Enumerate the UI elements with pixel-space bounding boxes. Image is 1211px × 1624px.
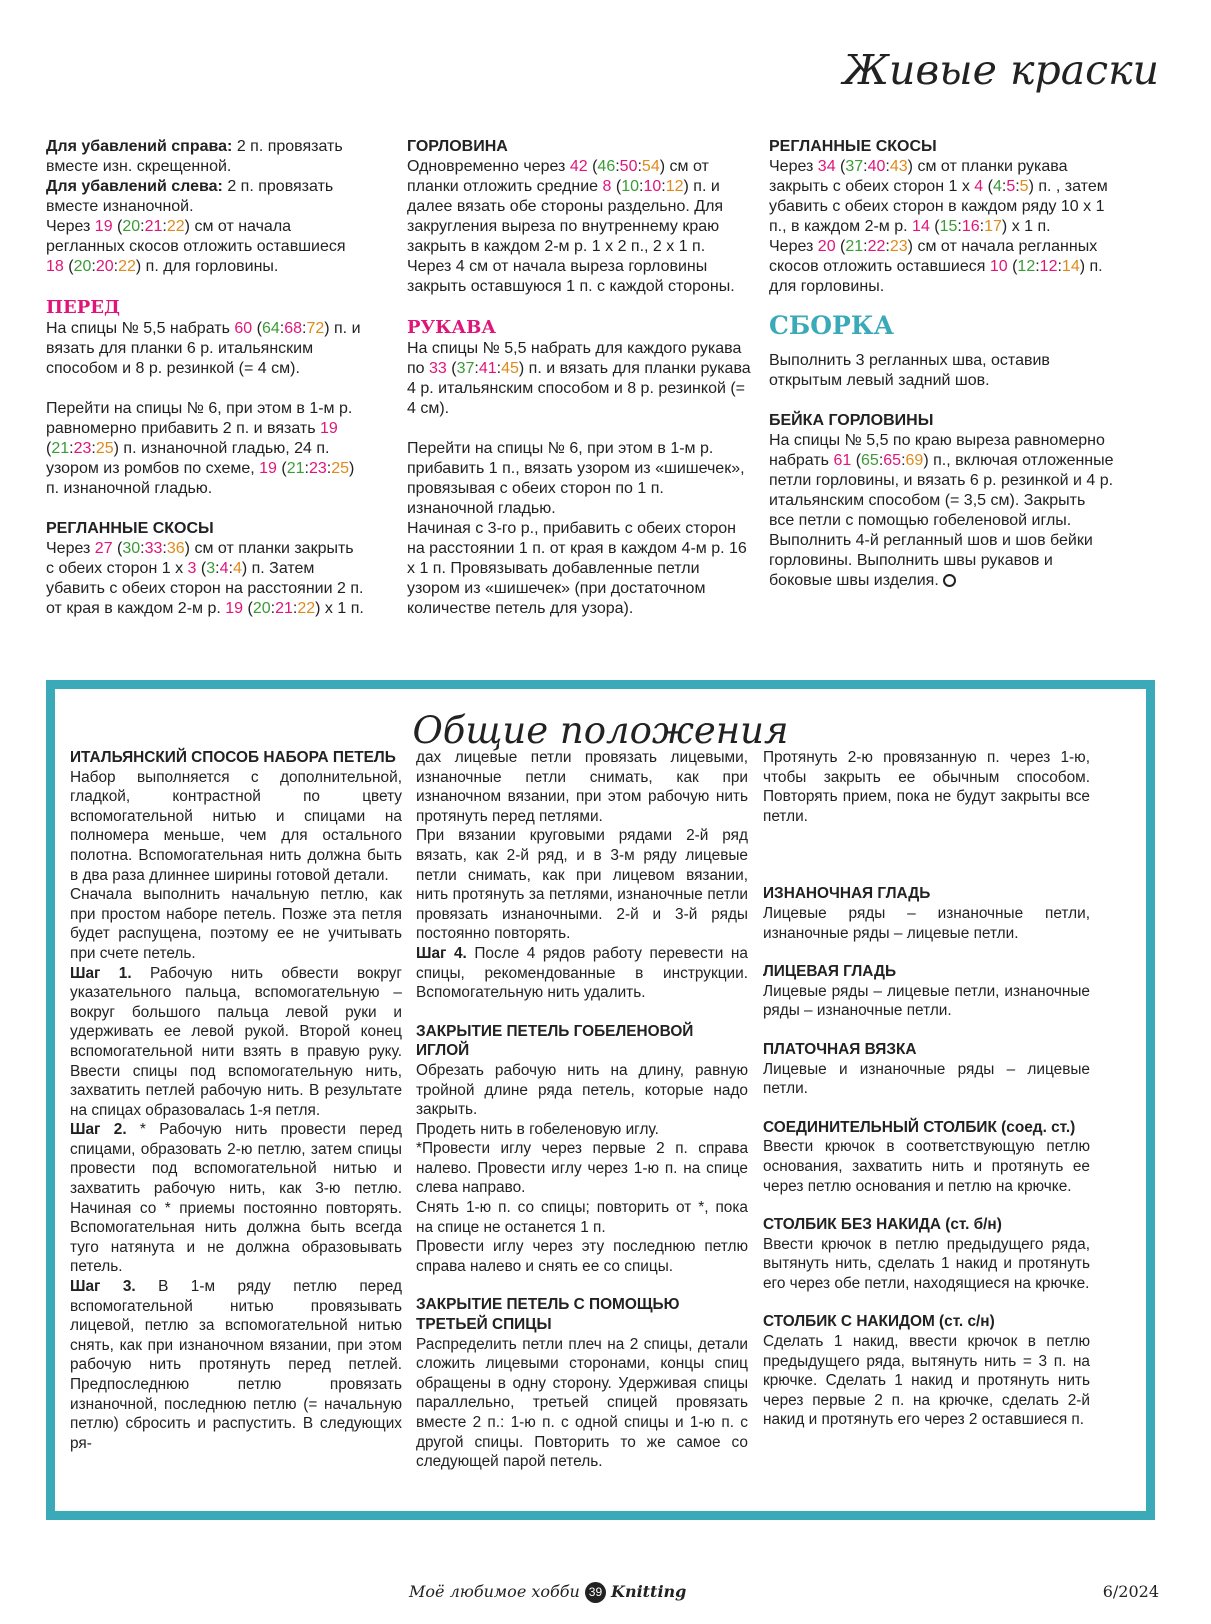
footer-magazine (409, 1582, 686, 1603)
paragraph: Лицевые и изнаночные ряды – лицевые петли. (763, 1060, 1090, 1098)
general-provisions-box (46, 680, 1155, 1520)
general-column-3 (763, 748, 1090, 1430)
brand-name: Knitting (611, 1582, 687, 1601)
paragraph: Обрезать рабочую нить на длину, равную тройной длине ряда петель, которые надо закрыть. (416, 1061, 748, 1119)
paragraph: Одновременно через 42 (46:50:54) см от планки отложить средние 8 (10:10:12) п. и далее вязать обе стороны раздельно. Для закругления выреза по внутреннему краю закрыть в каждом 2-м р. 1 х 2 п., 2 х 1 п. Через 4 см от начала выреза горловины закрыть оставшуюся 1 п. с каждой стороны. (407, 158, 735, 295)
paragraph: Для убавлений справа: 2 п. провязать вместе изн. скрещенной. (46, 138, 343, 175)
page-title: Живые краски (842, 46, 1159, 94)
heading-three-needle-bind-off: ЗАКРЫТИЕ ПЕТЕЛЬ С ПОМОЩЬЮ ТРЕТЬЕЙ СПИЦЫ (416, 1296, 680, 1334)
paragraph: Через 27 (30:33:36) см от планки закрыть с обеих сторон 1 х 3 (3:4:4) п. Затем убавить с обеих сторон на расстоянии 2 п. от края в каждом 2-м р. 19 (20:21:22) х 1 п. (46, 540, 364, 617)
paragraph: Шаг 3. В 1-м ряду петлю перед вспомогательной нитью провязывать лицевой, петлю за вспомогательной нитью снять, как при изнаночном вязании, при этом рабочую нить протянуть перед петлей. Предпоследнюю петлю провязать изнаночной, последнюю петлю (= начальную петлю) сбросить и распустить. В следующих ря- (70, 1278, 402, 1452)
heading-single-crochet: СТОЛБИК БЕЗ НАКИДА (ст. б/н) (763, 1216, 1002, 1234)
paragraph: Снять 1-ю п. со спицы; повторить от *, пока на спице не останется 1 п. (416, 1199, 748, 1236)
column-2 (407, 137, 752, 619)
paragraph: На спицы № 5,5 набрать 60 (64:68:72) п. и вязать для планки 6 р. итальянским способом и 8 р. резинкой (= 4 см). (46, 320, 361, 377)
heading-garter-stitch: ПЛАТОЧНАЯ ВЯЗКА (763, 1040, 917, 1058)
page-number: 39 (585, 1582, 606, 1603)
paragraph: Лицевые ряды – изнаночные петли, изнаночные ряды – лицевые петли. (763, 904, 1090, 942)
paragraph: Сделать 1 накид, ввести крючок в петлю предыдущего ряда, вытянуть нить = 3 п. на крючке. Сделать 1 накид и протянуть нить через первые 2 п. на крючке, сделать 2-й накид и протянуть его через 2 оставшиеся п. (763, 1333, 1090, 1429)
paragraph: *Провести иглу через первые 2 п. справа налево. Провести иглу через 1-ю п. на спице слева направо. (416, 1140, 748, 1197)
paragraph: Перейти на спицы № 6, при этом в 1-м р. прибавить 1 п., вязать узором из «шишечек», провязывая с обеих сторон по 1 п. изнаночной гладью. (407, 440, 745, 517)
paragraph: Для убавлений слева: 2 п. провязать вместе изнаночной. (46, 178, 334, 215)
heading-double-crochet: СТОЛБИК С НАКИДОМ (ст. с/н) (763, 1313, 995, 1331)
paragraph: Распределить петли плеч на 2 спицы, детали сложить лицевыми сторонами, концы спиц обращены в одну сторону. Удерживая спицы параллельно, третьей спицей провязать вместе 2 п.: 1-ю п. с одной спицы и 1-ю п. с другой спицы. Повторить то же самое со следующей парой петель. (416, 1335, 748, 1471)
paragraph: Сначала выполнить начальную петлю, как при простом наборе петель. Позже эта петля будет распущена, поэтому ее не учитывать при счете петель. (70, 886, 402, 962)
section-heading-front: ПЕРЕД (46, 297, 120, 318)
heading-tapestry-bind-off: ЗАКРЫТИЕ ПЕТЕЛЬ ГОБЕЛЕНОВОЙ ИГЛОЙ (416, 1022, 694, 1060)
paragraph: Лицевые ряды – лицевые петли, изнаночные ряды – изнаночные петли. (763, 982, 1090, 1020)
paragraph: Продеть нить в гобеленовую иглу. (416, 1120, 659, 1138)
section-heading-raglan-sleeve: РЕГЛАННЫЕ СКОСЫ (769, 138, 937, 155)
paragraph: Ввести крючок в петлю предыдущего ряда, вытянуть нить, сделать 1 накид и протянуть его через обе петли, находящиеся на крючке. (763, 1235, 1090, 1292)
paragraph: Набор выполняется с дополнительной, гладкой, контрастной по цвету вспомогательной нитью и спицами на полномера меньше, чем для остального полотна. Вспомогательная нить должна быть в два раза длиннее ширины готовой детали. (70, 768, 402, 884)
end-mark-icon (943, 574, 956, 587)
paragraph: Через 20 (21:22:23) см от начала регланных скосов отложить оставшиеся 10 (12:12:14) п. для горловины. (769, 238, 1103, 295)
paragraph: Выполнить 3 регланных шва, оставив открытым левый задний шов. (769, 352, 1050, 389)
general-column-1 (70, 748, 402, 1453)
paragraph: На спицы № 5,5 по краю выреза равномерно набрать 61 (65:65:69) п., включая отложенные петли горловины, и вязать 6 р. резинкой и 4 р. итальянским способом (= 3,5 см). Закрыть все петли с помощью гобеленовой иглы. (769, 432, 1114, 529)
heading-reverse-stockinette: ИЗНАНОЧНАЯ ГЛАДЬ (763, 885, 931, 903)
paragraph: Шаг 2. * Рабочую нить провести перед спицами, образовать 2-ю петлю, затем спицы провести под вспомогательной нитью и захватить рабочую нить, как 3-ю петлю. Начиная со * приемы постоянно повторять. Вспомогательная нить должна быть всегда туго натянута и не должна образовывать петель. (70, 1121, 402, 1276)
paragraph: Через 19 (20:21:22) см от начала регланных скосов отложить оставшиеся 18 (20:20:22) п. для горловины. (46, 218, 346, 275)
heading-stockinette: ЛИЦЕВАЯ ГЛАДЬ (763, 963, 897, 981)
column-1 (46, 137, 366, 619)
paragraph: Протянуть 2-ю провязанную п. через 1-ю, чтобы закрыть ее обычным способом. Повторять прием, пока не будут закрыты все петли. (763, 749, 1090, 825)
paragraph: Выполнить 4-й регланный шов и шов бейки горловины. Выполнить швы рукавов и боковые швы изделия. (769, 532, 1093, 589)
paragraph: Ввести крючок в соответствующую петлю основания, захватить нить и протянуть ее через петлю основания и петлю на крючке. (763, 1138, 1090, 1195)
paragraph: дах лицевые петли провязать лицевыми, изнаночные петли снимать, как при изнаночном вязании, при этом рабочую нить протянуть перед петлями. (416, 749, 748, 825)
paragraph: При вязании круговыми рядами 2-й ряд вязать, как 2-й ряд, и в 3-м ряду лицевые петли снимать, как при лицевом вязании, нить протянуть за петлями, изнаночные петли провязать изнаночными. 2-й и 3-й ряды постоянно повторять. (416, 827, 748, 943)
paragraph: Провести иглу через эту последнюю петлю справа налево и снять ее со спицы. (416, 1238, 748, 1275)
section-heading-neckline: ГОРЛОВИНА (407, 138, 508, 155)
paragraph: Начиная с 3-го р., прибавить с обеих сторон на расстоянии 1 п. от края в каждом 4-м р. 16 х 1 п. Провязывать добавленные петли узором из «шишечек» (при достаточном количестве петель для узора). (407, 520, 747, 617)
paragraph: На спицы № 5,5 набрать для каждого рукава по 33 (37:41:45) п. и вязать для планки рукава 4 р. итальянским способом и 8 р. резинкой (= 4 см). (407, 340, 751, 417)
section-heading-raglan: РЕГЛАННЫЕ СКОСЫ (46, 520, 214, 537)
section-heading-neck-trim: БЕЙКА ГОРЛОВИНЫ (769, 412, 934, 429)
paragraph: Через 34 (37:40:43) см от планки рукава закрыть с обеих сторон 1 х 4 (4:5:5) п. , затем убавить с обеих сторон в каждом ряду 10 х 1 п., в каждом 2-м р. 14 (15:16:17) х 1 п. (769, 158, 1108, 235)
column-3 (769, 137, 1114, 591)
general-provisions-title: Общие положения (412, 709, 789, 752)
paragraph: Перейти на спицы № 6, при этом в 1-м р. равномерно прибавить 2 п. и вязать 19 (21:23:25) п. изнаночной гладью, 24 п. узором из ромбов по схеме, 19 (21:23:25) п. изнаночной гладью. (46, 400, 355, 497)
paragraph: Шаг 1. Рабочую нить обвести вокруг указательного пальца, вспомогательную – вокруг большого пальца левой руки и удерживать ее левой рукой. Второй конец вспомогательной нити взять в правую руку. Ввести спицы под вспомогательную нить, захватить петлей рабочую нить. В результате на спицах образовалась 1-я петля. (70, 964, 402, 1119)
section-heading-assembly: СБОРКА (769, 311, 894, 340)
general-column-2 (416, 748, 748, 1472)
heading-italian-cast-on: ИТАЛЬЯНСКИЙ СПОСОБ НАБОРА ПЕТЕЛЬ (70, 749, 396, 766)
footer-issue: 6/2024 (1102, 1582, 1159, 1601)
paragraph: Шаг 4. После 4 рядов работу перевести на спицы, рекомендованные в инструкции. Вспомогательную нить удалить. (416, 944, 748, 1002)
magazine-name: Моё любимое хобби (409, 1582, 580, 1601)
heading-slip-stitch: СОЕДИНИТЕЛЬНЫЙ СТОЛБИК (соед. ст.) (763, 1118, 1076, 1136)
section-heading-sleeves: РУКАВА (407, 317, 497, 338)
